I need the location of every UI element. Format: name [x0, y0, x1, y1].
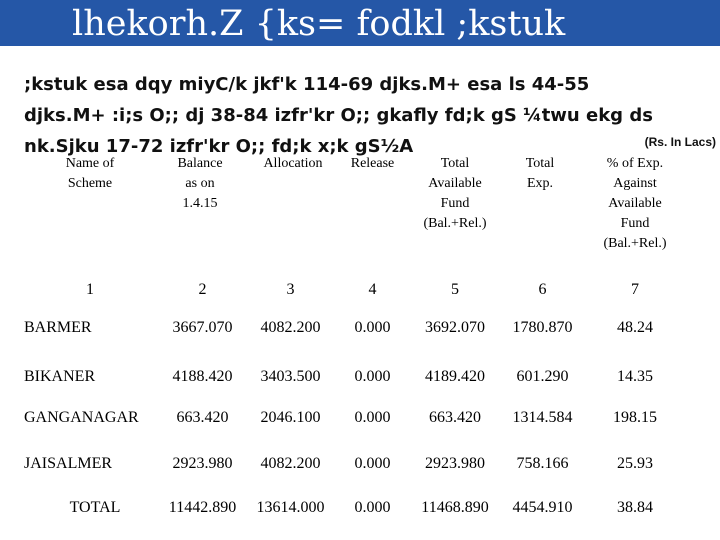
body-text-line-1: ;kstuk esa dqy miyC/k jkf'k 114-69 djks.M+ esa ls 44-55	[24, 74, 590, 95]
table-cell: 663.420	[429, 409, 481, 426]
header-col-5-line-3: Fund	[440, 196, 470, 211]
table-cell: 0.000	[354, 455, 391, 472]
table-cell: 13614.000	[256, 499, 325, 516]
column-number-1: 1	[86, 281, 94, 298]
header-col-6-line-1: Total	[525, 156, 555, 171]
table-cell: 0.000	[354, 319, 391, 336]
table-cell: 3667.070	[172, 319, 233, 336]
slide-title: lhekorh.Z {ks= fodkl ;kstuk	[72, 4, 566, 44]
column-number-5: 5	[451, 281, 459, 298]
table-cell: 25.93	[617, 455, 653, 472]
table-cell: 3403.500	[260, 368, 321, 385]
unit-note: (Rs. In Lacs)	[644, 135, 716, 149]
table-cell: 2923.980	[425, 455, 485, 472]
scheme-name-cell: BARMER	[24, 319, 92, 336]
header-col-5-line-1: Total	[440, 156, 470, 171]
header-col-6-line-2: Exp.	[526, 176, 554, 191]
table-cell: 4189.420	[425, 368, 485, 385]
header-col-2-line-3: 1.4.15	[182, 196, 218, 211]
table-cell: 0.000	[354, 499, 391, 516]
header-col-7-line-2: Against	[613, 176, 657, 191]
table-cell: 1780.870	[512, 319, 573, 336]
scheme-name-cell: TOTAL	[69, 499, 121, 516]
table-cell: 48.24	[617, 319, 653, 336]
table-cell: 2046.100	[260, 409, 321, 426]
table-cell: 198.15	[613, 409, 657, 426]
table-cell: 3692.070	[425, 319, 485, 336]
header-col-1-line-1: Name of	[65, 156, 115, 171]
body-text-line-3: nk.Sjku 17-72 izfr'kr O;; fd;k x;k gS½A	[24, 136, 414, 156]
scheme-name-cell: BIKANER	[24, 368, 96, 385]
header-col-7-line-1: % of Exp.	[606, 156, 664, 171]
header-col-2-line-1: Balance	[177, 156, 223, 171]
table-cell: 14.35	[617, 368, 653, 385]
header-col-3-line-1: Allocation	[263, 156, 323, 171]
table-cell: 758.166	[516, 455, 569, 472]
table-cell: 1314.584	[512, 409, 573, 426]
table-cell: 11468.890	[421, 499, 489, 516]
column-number-6: 6	[538, 281, 547, 298]
table-cell: 0.000	[354, 409, 391, 426]
column-number-7: 7	[631, 281, 639, 298]
header-col-7-line-4: Fund	[620, 216, 650, 231]
table-cell: 0.000	[354, 368, 391, 385]
body-text-line-2: djks.M+ :i;s O;; dj 38-84 izfr'kr O;; gkafly fd;k gS ¼twu ekg ds	[24, 105, 653, 126]
title-bar	[0, 0, 720, 46]
header-col-7-line-5: (Bal.+Rel.)	[603, 236, 667, 251]
header-col-1-line-2: Scheme	[67, 176, 113, 191]
column-number-3: 3	[286, 281, 295, 298]
header-col-5-line-4: (Bal.+Rel.)	[423, 216, 487, 231]
header-col-2-line-2: as on	[185, 176, 215, 191]
table-cell: 4082.200	[260, 455, 321, 472]
table-cell: 4454.910	[512, 499, 573, 516]
scheme-table	[0, 154, 720, 534]
table-cell: 11442.890	[168, 499, 237, 516]
column-number-2: 2	[198, 281, 207, 298]
table-cell: 2923.980	[172, 455, 233, 472]
table-cell: 663.420	[176, 409, 229, 426]
table-cell: 4082.200	[260, 319, 321, 336]
scheme-name-cell: GANGANAGAR	[24, 409, 139, 426]
scheme-name-cell: JAISALMER	[24, 455, 113, 472]
header-col-4-line-1: Release	[350, 156, 395, 171]
table-cell: 4188.420	[172, 368, 233, 385]
header-col-5-line-2: Available	[428, 176, 482, 191]
column-number-4: 4	[368, 281, 377, 298]
table-cell: 38.84	[617, 499, 653, 516]
table-cell: 601.290	[516, 368, 569, 385]
header-col-7-line-3: Available	[608, 196, 662, 211]
